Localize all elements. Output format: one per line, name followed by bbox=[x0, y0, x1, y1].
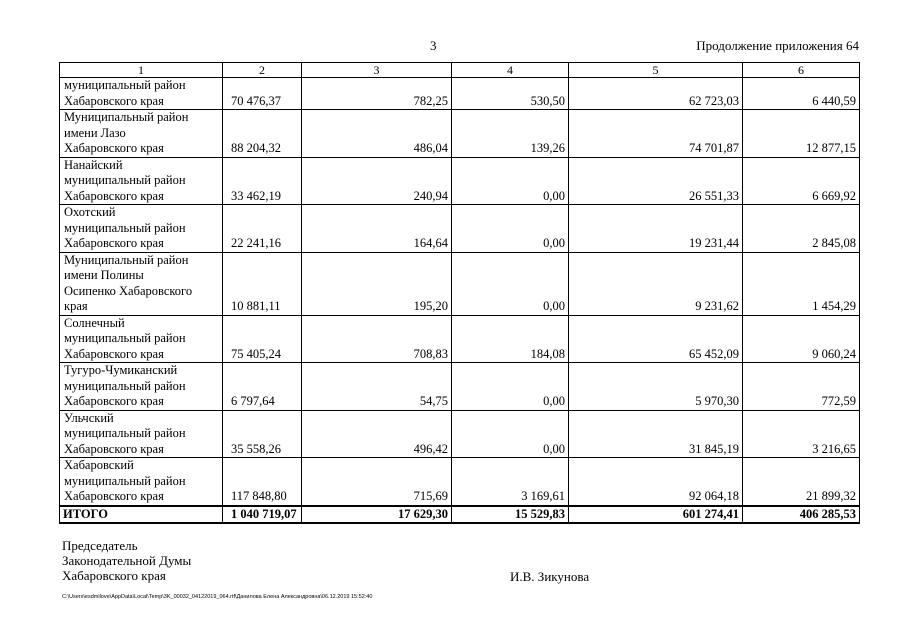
value-cell-c3: 782,25 bbox=[302, 78, 452, 110]
value-cell-c5: 5 970,30 bbox=[569, 363, 743, 411]
signature-title-line: Законодательной Думы bbox=[62, 553, 192, 568]
district-name-line: края bbox=[64, 299, 88, 313]
district-name-line: муниципальный район bbox=[64, 473, 186, 488]
signatory-name: И.В. Зикунова bbox=[510, 569, 590, 584]
district-name-line: Хабаровского края bbox=[64, 346, 164, 361]
district-name-line: Хабаровского края bbox=[64, 188, 164, 203]
district-name-line: Охотский bbox=[64, 205, 116, 219]
value-cell-c2: 10 881,11 bbox=[223, 252, 302, 315]
district-name-line: имени Лазо bbox=[64, 125, 126, 140]
value-cell-c5: 65 452,09 bbox=[569, 315, 743, 363]
district-name-cell bbox=[60, 110, 223, 158]
value-cell-c2: 70 476,37 bbox=[223, 78, 302, 110]
value-cell-c3: 54,75 bbox=[302, 363, 452, 411]
district-name-line: Хабаровского края bbox=[64, 93, 164, 108]
value-cell-c2: 6 797,64 bbox=[223, 363, 302, 411]
value-cell-c4: 139,26 bbox=[452, 110, 569, 158]
district-name-cell bbox=[60, 78, 223, 110]
total-value-c6: 406 285,53 bbox=[743, 506, 860, 524]
value-cell-c3: 708,83 bbox=[302, 315, 452, 363]
district-name-line: Ульчский bbox=[64, 410, 114, 425]
total-value-c5: 601 274,41 bbox=[569, 506, 743, 524]
district-name-line: муниципальный район bbox=[64, 426, 186, 440]
column-header: 1 bbox=[60, 63, 223, 78]
district-name-cell bbox=[60, 205, 223, 253]
district-name-line: Нанайский bbox=[64, 157, 123, 172]
value-cell-c6: 3 216,65 bbox=[743, 410, 860, 458]
signature-title-line: Хабаровского края bbox=[62, 568, 166, 583]
district-name-cell bbox=[60, 252, 223, 315]
district-name-line: Хабаровского края bbox=[64, 441, 164, 456]
signature-block bbox=[62, 538, 191, 583]
table-row bbox=[60, 315, 860, 363]
value-cell-c4: 0,00 bbox=[452, 410, 569, 458]
appendix-caption: Продолжение приложения 64 bbox=[696, 38, 859, 53]
district-name-line: Муниципальный район bbox=[64, 110, 189, 124]
district-name-line: Хабаровского края bbox=[64, 141, 164, 155]
district-name-line: муниципальный район bbox=[64, 220, 186, 235]
signature-title-line: Председатель bbox=[62, 538, 138, 553]
value-cell-c3: 240,94 bbox=[302, 157, 452, 205]
district-name-line: муниципальный район bbox=[64, 378, 186, 393]
district-name-line: Осипенко Хабаровского bbox=[64, 283, 193, 298]
value-cell-c6: 2 845,08 bbox=[743, 205, 860, 253]
value-cell-c6: 1 454,29 bbox=[743, 252, 860, 315]
value-cell-c6: 9 060,24 bbox=[743, 315, 860, 363]
value-cell-c6: 6 669,92 bbox=[743, 157, 860, 205]
value-cell-c2: 75 405,24 bbox=[223, 315, 302, 363]
value-cell-c4: 0,00 bbox=[452, 205, 569, 253]
table-row bbox=[60, 78, 860, 110]
value-cell-c4: 0,00 bbox=[452, 363, 569, 411]
total-value-c2: 1 040 719,07 bbox=[223, 506, 302, 524]
value-cell-c4: 3 169,61 bbox=[452, 458, 569, 506]
table-row bbox=[60, 458, 860, 506]
value-cell-c4: 0,00 bbox=[452, 157, 569, 205]
column-header: 4 bbox=[452, 63, 569, 78]
table-row bbox=[60, 410, 860, 458]
page-number: 3 bbox=[430, 38, 437, 53]
table-row bbox=[60, 252, 860, 315]
district-name-line: муниципальный район bbox=[64, 331, 186, 345]
district-name-line: Хабаровского края bbox=[64, 489, 164, 503]
total-row bbox=[60, 506, 860, 524]
district-name-cell bbox=[60, 315, 223, 363]
column-header: 3 bbox=[302, 63, 452, 78]
value-cell-c2: 35 558,26 bbox=[223, 410, 302, 458]
value-cell-c5: 92 064,18 bbox=[569, 458, 743, 506]
district-name-line: Тугуро-Чумиканский bbox=[64, 363, 178, 377]
district-name-cell bbox=[60, 410, 223, 458]
value-cell-c6: 21 899,32 bbox=[743, 458, 860, 506]
total-label: ИТОГО bbox=[60, 506, 223, 524]
district-name-line: Хабаровский bbox=[64, 458, 134, 472]
district-name-line: муниципальный район bbox=[64, 173, 186, 187]
table-row bbox=[60, 363, 860, 411]
value-cell-c5: 62 723,03 bbox=[569, 78, 743, 110]
column-header: 5 bbox=[569, 63, 743, 78]
table-header-row bbox=[60, 63, 860, 78]
data-table bbox=[59, 62, 860, 524]
district-name-line: имени Полины bbox=[64, 268, 144, 282]
value-cell-c5: 26 551,33 bbox=[569, 157, 743, 205]
district-name-line: Солнечный bbox=[64, 315, 125, 330]
value-cell-c2: 22 241,16 bbox=[223, 205, 302, 253]
table-row bbox=[60, 157, 860, 205]
column-header: 2 bbox=[223, 63, 302, 78]
value-cell-c2: 33 462,19 bbox=[223, 157, 302, 205]
total-value-c4: 15 529,83 bbox=[452, 506, 569, 524]
district-name-line: Муниципальный район bbox=[64, 252, 189, 267]
district-name-line: муниципальный район bbox=[64, 78, 186, 92]
table-row bbox=[60, 205, 860, 253]
value-cell-c5: 31 845,19 bbox=[569, 410, 743, 458]
value-cell-c3: 496,42 bbox=[302, 410, 452, 458]
value-cell-c5: 9 231,62 bbox=[569, 252, 743, 315]
district-name-cell bbox=[60, 363, 223, 411]
value-cell-c3: 195,20 bbox=[302, 252, 452, 315]
value-cell-c3: 164,64 bbox=[302, 205, 452, 253]
district-name-cell bbox=[60, 157, 223, 205]
value-cell-c2: 88 204,32 bbox=[223, 110, 302, 158]
district-name-line: Хабаровского края bbox=[64, 236, 164, 250]
value-cell-c4: 0,00 bbox=[452, 252, 569, 315]
district-name-cell bbox=[60, 458, 223, 506]
file-path-footer: C:\Users\esdmilove\AppData\Local\Temp\3K_00032_04122019_064.rtf\Данилова Елена Александровна\06.12.2019 15:52:40 bbox=[62, 594, 373, 600]
value-cell-c6: 12 877,15 bbox=[743, 110, 860, 158]
value-cell-c3: 486,04 bbox=[302, 110, 452, 158]
value-cell-c4: 530,50 bbox=[452, 78, 569, 110]
value-cell-c6: 772,59 bbox=[743, 363, 860, 411]
value-cell-c6: 6 440,59 bbox=[743, 78, 860, 110]
total-value-c3: 17 629,30 bbox=[302, 506, 452, 524]
table-row bbox=[60, 110, 860, 158]
value-cell-c4: 184,08 bbox=[452, 315, 569, 363]
district-name-line: Хабаровского края bbox=[64, 394, 164, 408]
value-cell-c2: 117 848,80 bbox=[223, 458, 302, 506]
value-cell-c5: 74 701,87 bbox=[569, 110, 743, 158]
value-cell-c5: 19 231,44 bbox=[569, 205, 743, 253]
value-cell-c3: 715,69 bbox=[302, 458, 452, 506]
column-header: 6 bbox=[743, 63, 860, 78]
